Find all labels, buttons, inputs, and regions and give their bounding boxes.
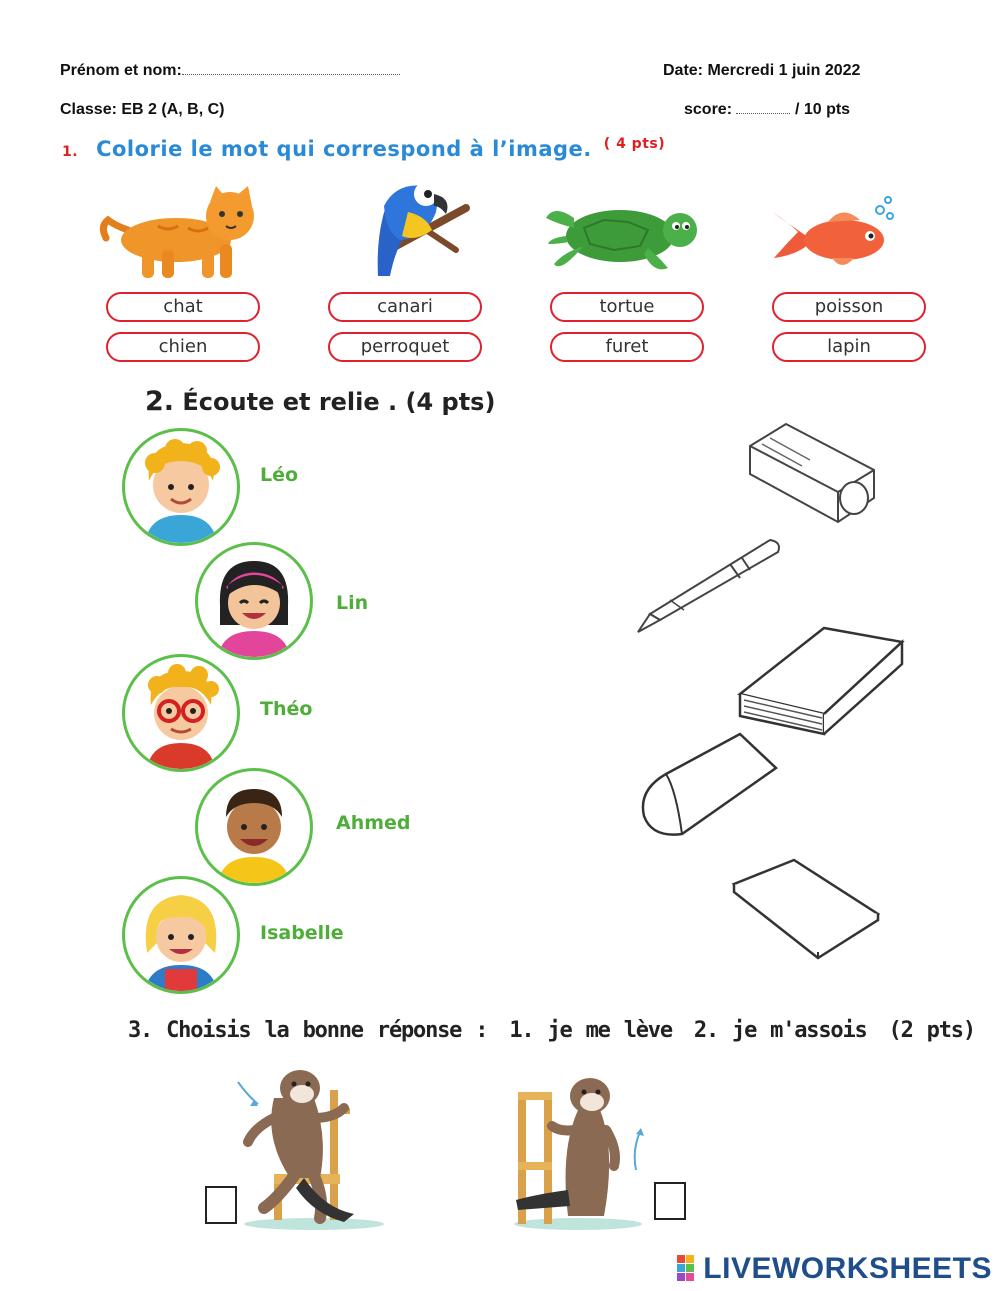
word-option-poisson[interactable]: poisson	[772, 292, 926, 322]
word-option-canari[interactable]: canari	[328, 292, 482, 322]
date-label: Date: Mercredi 1 juin 2022	[663, 62, 861, 79]
word-option-furet[interactable]: furet	[550, 332, 704, 362]
kid-theo-avatar[interactable]	[122, 654, 240, 772]
kid-name-ahmed: Ahmed	[336, 812, 411, 834]
kid-name-isabelle: Isabelle	[260, 922, 344, 944]
turtle-icon	[544, 198, 702, 278]
word-option-lapin[interactable]: lapin	[772, 332, 926, 362]
parrot-icon	[356, 176, 480, 282]
kid-isabelle-avatar[interactable]	[122, 876, 240, 994]
kid-name-theo: Théo	[260, 698, 313, 720]
checkbox-standing[interactable]	[654, 1182, 686, 1220]
book-icon[interactable]	[736, 624, 906, 736]
exercise3-title: 3. Choisis la bonne réponse : 1. je me lève 2. je m'assois (2 pts)	[128, 1018, 975, 1043]
name-label: Prénom et nom:	[60, 62, 400, 80]
word-option-chien[interactable]: chien	[106, 332, 260, 362]
score-blank[interactable]	[736, 101, 790, 114]
kid-lin-avatar[interactable]	[195, 542, 313, 660]
sharpener-icon[interactable]	[742, 418, 882, 526]
liveworksheets-logo: LIVEWORKSHEETS	[677, 1252, 992, 1286]
kid-name-leo: Léo	[260, 464, 299, 486]
cat-icon	[98, 186, 264, 282]
kid-name-lin: Lin	[336, 592, 369, 614]
pen-icon[interactable]	[630, 534, 786, 636]
otter-standing-picture	[508, 1070, 658, 1230]
exercise1-title: 1. Colorie le mot qui correspond à l’image. $^{( 4 pts)}$	[62, 136, 666, 161]
kid-leo-avatar[interactable]	[122, 428, 240, 546]
kid-ahmed-avatar[interactable]	[195, 768, 313, 886]
name-blank[interactable]	[182, 62, 400, 75]
class-label: Classe: EB 2 (A, B, C)	[60, 101, 225, 118]
exercise2-title: 2. Écoute et relie . (4 pts)	[145, 386, 496, 417]
word-option-perroquet[interactable]: perroquet	[328, 332, 482, 362]
otter-sitting-picture	[234, 1058, 384, 1230]
word-option-tortue[interactable]: tortue	[550, 292, 704, 322]
score-label: score: / 10 pts	[684, 101, 851, 118]
eraser-icon[interactable]	[636, 730, 782, 844]
fish-icon	[768, 192, 898, 272]
notebook-icon[interactable]	[730, 856, 882, 960]
word-option-chat[interactable]: chat	[106, 292, 260, 322]
checkbox-sitting[interactable]	[205, 1186, 237, 1224]
liveworksheets-logo-icon	[677, 1255, 703, 1281]
